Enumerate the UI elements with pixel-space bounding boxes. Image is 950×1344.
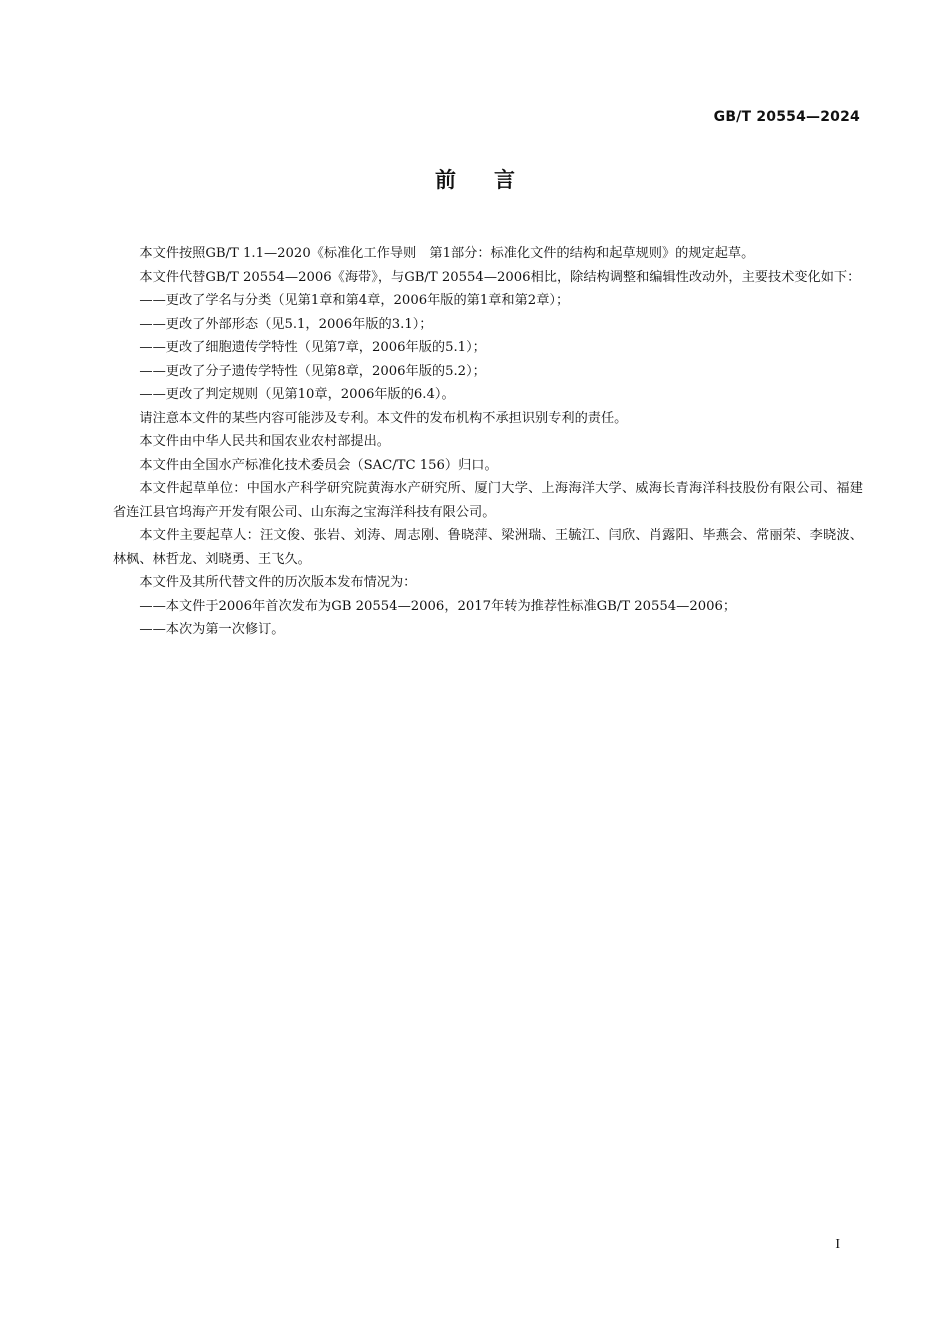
page-number: I — [835, 1237, 840, 1252]
change-item-cytogenetics: ——更改了细胞遗传学特性（见第7章，2006年版的5.1）； — [139, 340, 486, 355]
change-item-taxonomy: ——更改了学名与分类（见第1章和第4章，2006年版的第1章和第2章）； — [139, 293, 570, 308]
change-item-morphology: ——更改了外部形态（见5.1，2006年版的3.1）； — [139, 316, 433, 332]
foreword-body — [113, 242, 863, 642]
change-item-judgment-rules: ——更改了判定规则（见第10章，2006年版的6.4）。 — [139, 387, 455, 402]
standard-number: GB/T 20554—2024 — [713, 109, 860, 125]
paragraph-drafters: 本文件主要起草人：汪文俊、张岩、刘涛、周志刚、鲁晓萍、梁洲瑞、王毓江、闫欣、肖露阳、毕燕会、常丽荣、李晓波、林枫、林哲龙、刘晓勇、王飞久。 — [113, 528, 863, 567]
paragraph-drafting-units: 本文件起草单位：中国水产科学研究院黄海水产研究所、厦门大学、上海海洋大学、威海长青海洋科技股份有限公司、福建省连江县官坞海产开发有限公司、山东海之宝海洋科技有限公司。 — [113, 481, 863, 520]
paragraph-replacement: 本文件代替GB/T 20554—2006《海带》，与GB/T 20554—2006相比，除结构调整和编辑性改动外，主要技术变化如下： — [139, 269, 861, 285]
history-item-first-release: ——本文件于2006年首次发布为GB 20554—2006，2017年转为推荐性标准GB/T 20554—2006； — [139, 598, 737, 614]
history-item-first-revision: ——本次为第一次修订。 — [139, 622, 285, 637]
paragraph-version-history: 本文件及其所代替文件的历次版本发布情况为： — [139, 575, 417, 590]
paragraph-patent-notice: 请注意本文件的某些内容可能涉及专利。本文件的发布机构不承担识别专利的责任。 — [139, 410, 628, 426]
paragraph-proposer: 本文件由中华人民共和国农业农村部提出。 — [139, 434, 390, 449]
paragraph-technical-committee: 本文件由全国水产标准化技术委员会（SAC/TC 156）归口。 — [139, 457, 498, 473]
page-title: 前言 — [435, 168, 553, 192]
change-item-molecular-genetics: ——更改了分子遗传学特性（见第8章，2006年版的5.2）； — [139, 363, 486, 379]
paragraph-drafting-rules: 本文件按照GB/T 1.1—2020《标准化工作导则 第1部分：标准化文件的结构和起草规则》的规定起草。 — [139, 246, 755, 261]
